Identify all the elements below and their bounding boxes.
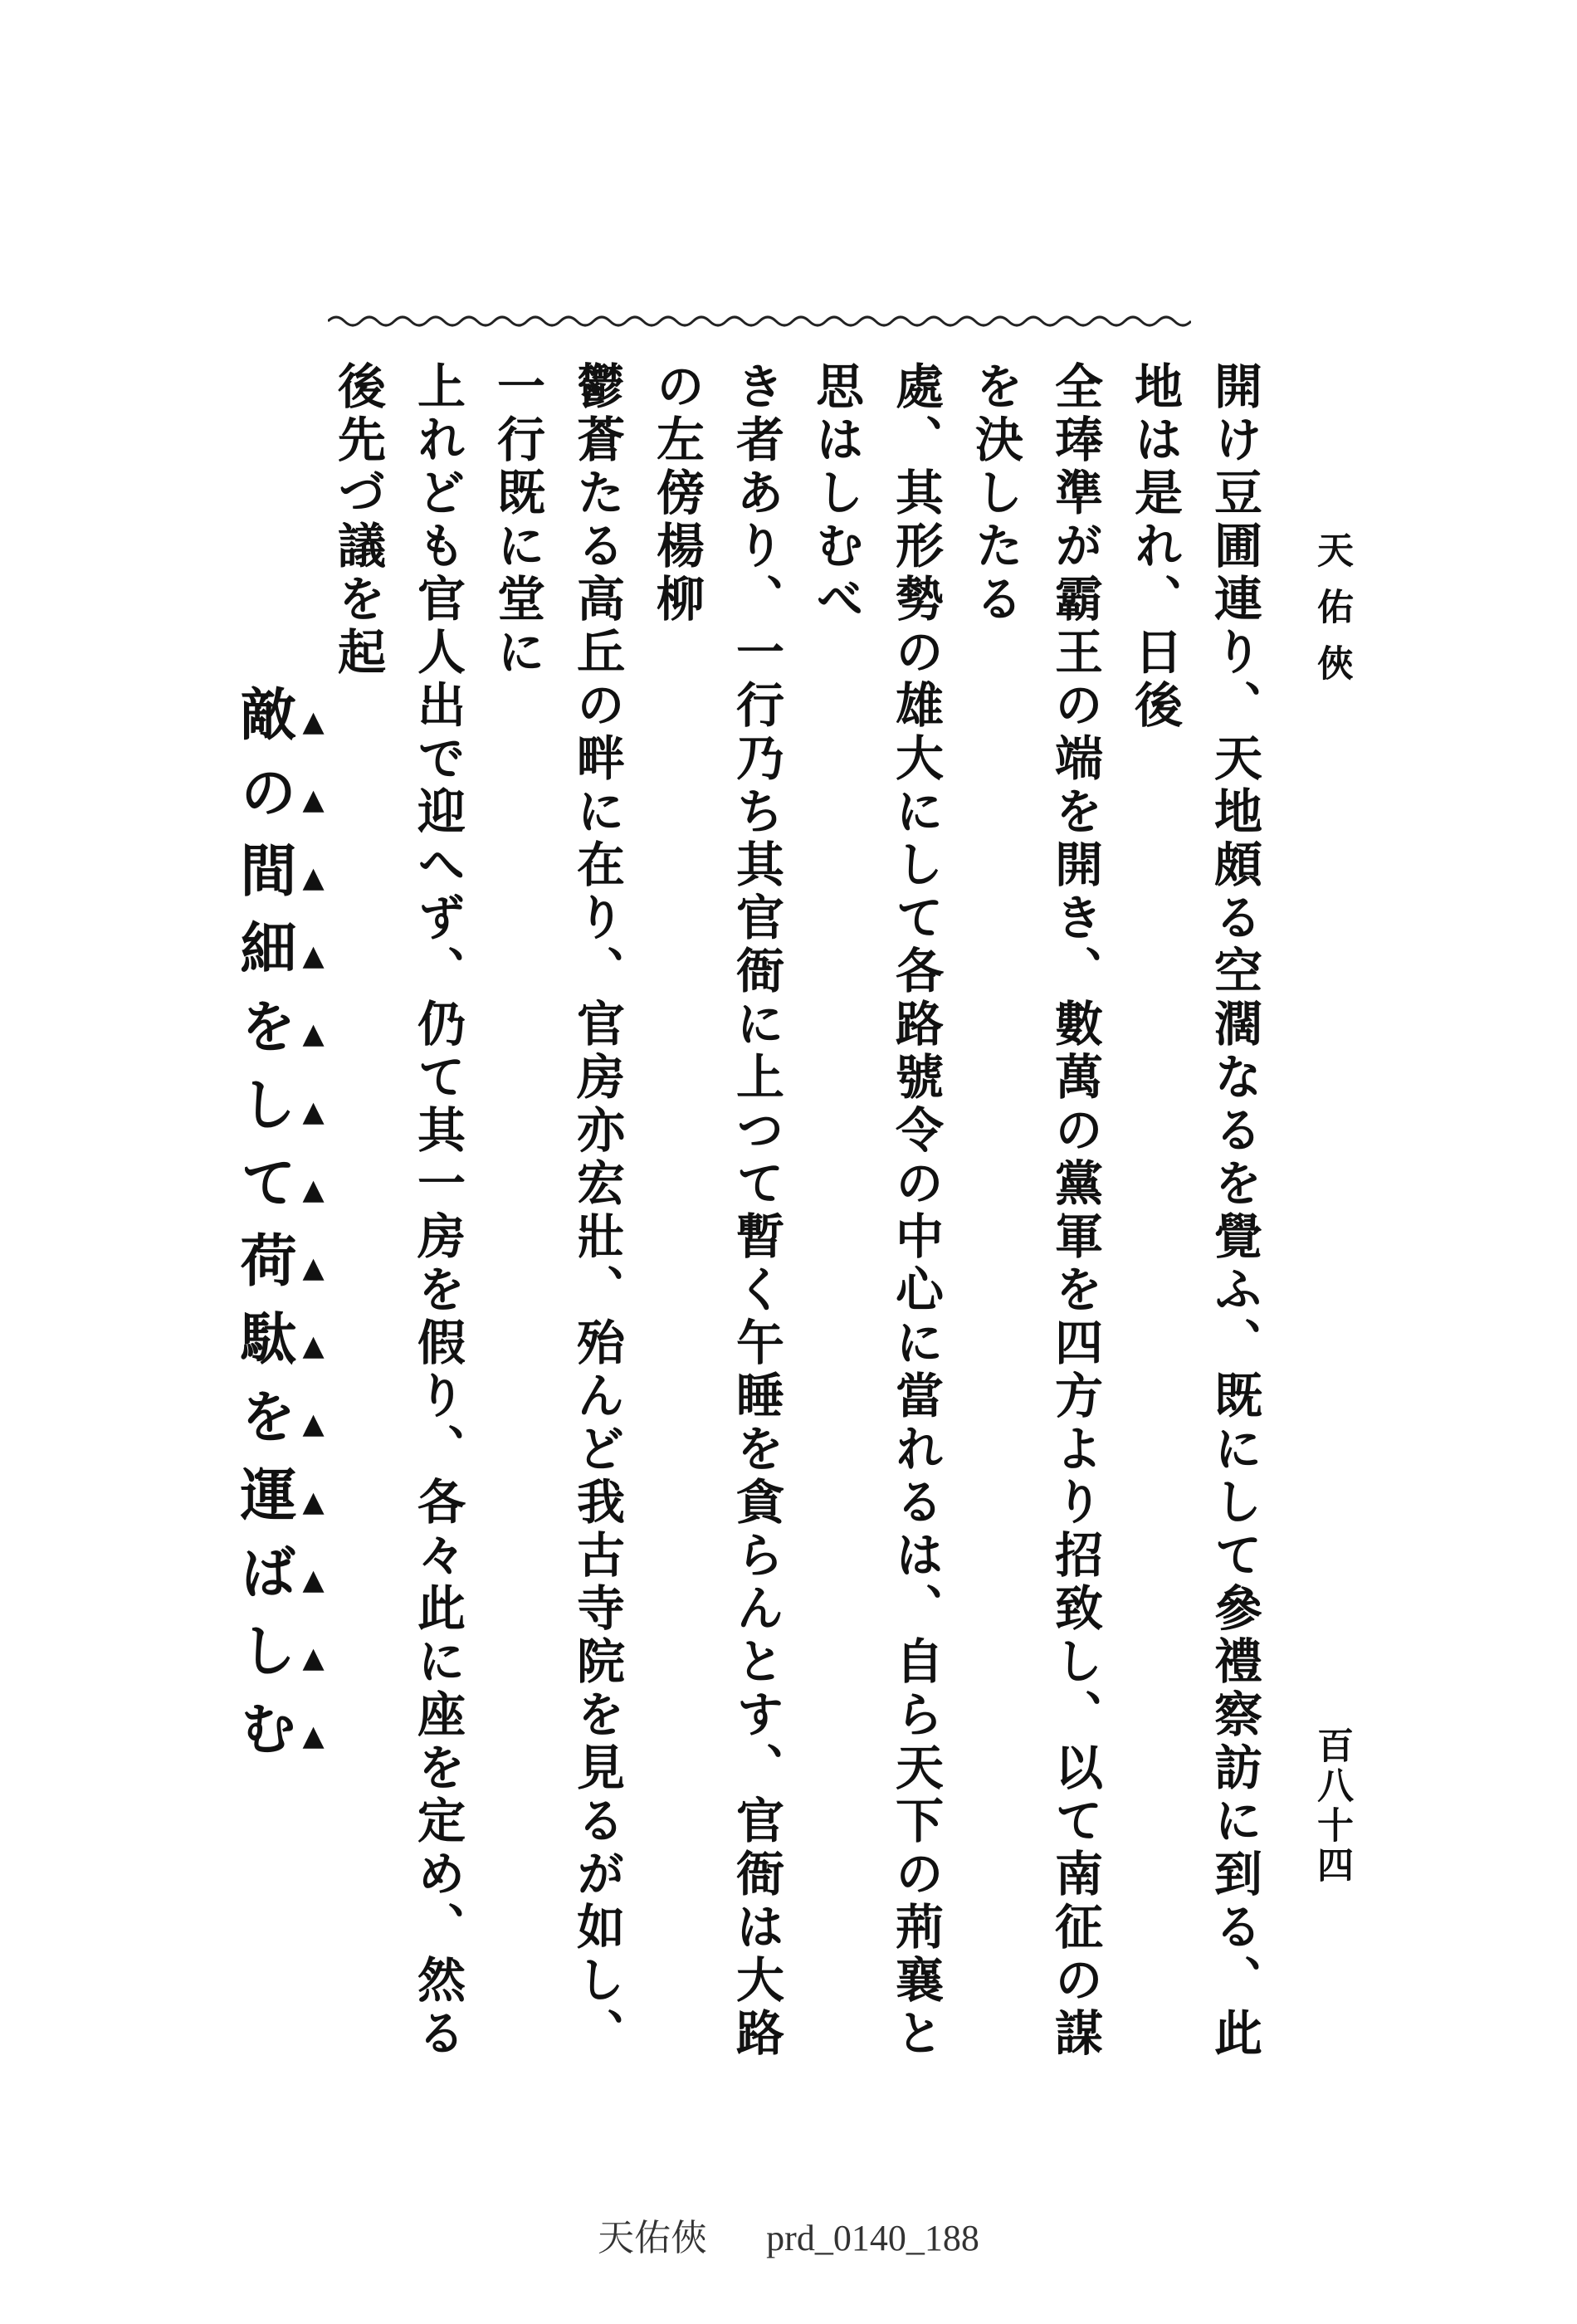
text-column: 上れども官人出で迎へず、仍て其一房を假り、各々此に座を定め、然る後先づ議を起 — [330, 361, 466, 2061]
running-title: 天佑俠 — [1311, 531, 1353, 701]
text-column: 開け豆圃連り、天地頗る空濶なるを覺ふ、既にして參禮察訪に到る、此地は是れ、日後 — [1126, 361, 1262, 2061]
text-column: き者あり、一行乃ち其官衙に上つて暫く午睡を貪らんとす、官衙は大路の左傍楊柳 — [648, 361, 784, 2061]
footer-id: prd_0140_188 — [766, 2218, 979, 2258]
chapter-heading: 敵の間細をして荷駄を運ばしむ — [231, 685, 297, 1777]
page-footer — [0, 2208, 1577, 2261]
body-text — [320, 361, 1274, 2063]
text-column: 處、其形勢の雄大にして各路號令の中心に當れるは、自ら天下の荊襄と思はしむべ — [808, 361, 944, 2061]
page-number: 百八十四 — [1311, 1726, 1353, 1886]
ornamental-wavy-rule — [328, 309, 1191, 334]
footer-title: 天佑俠 — [598, 2218, 708, 2258]
text-column: 全琫準が霸王の端を開き、數萬の黨軍を四方より招致し、以て南征の謀を決したる — [967, 361, 1103, 2061]
text-column: 鬱蒼たる高丘の畔に在り、官房亦宏壯、殆んど我古寺院を見るが如し、一行既に堂に — [489, 361, 625, 2061]
